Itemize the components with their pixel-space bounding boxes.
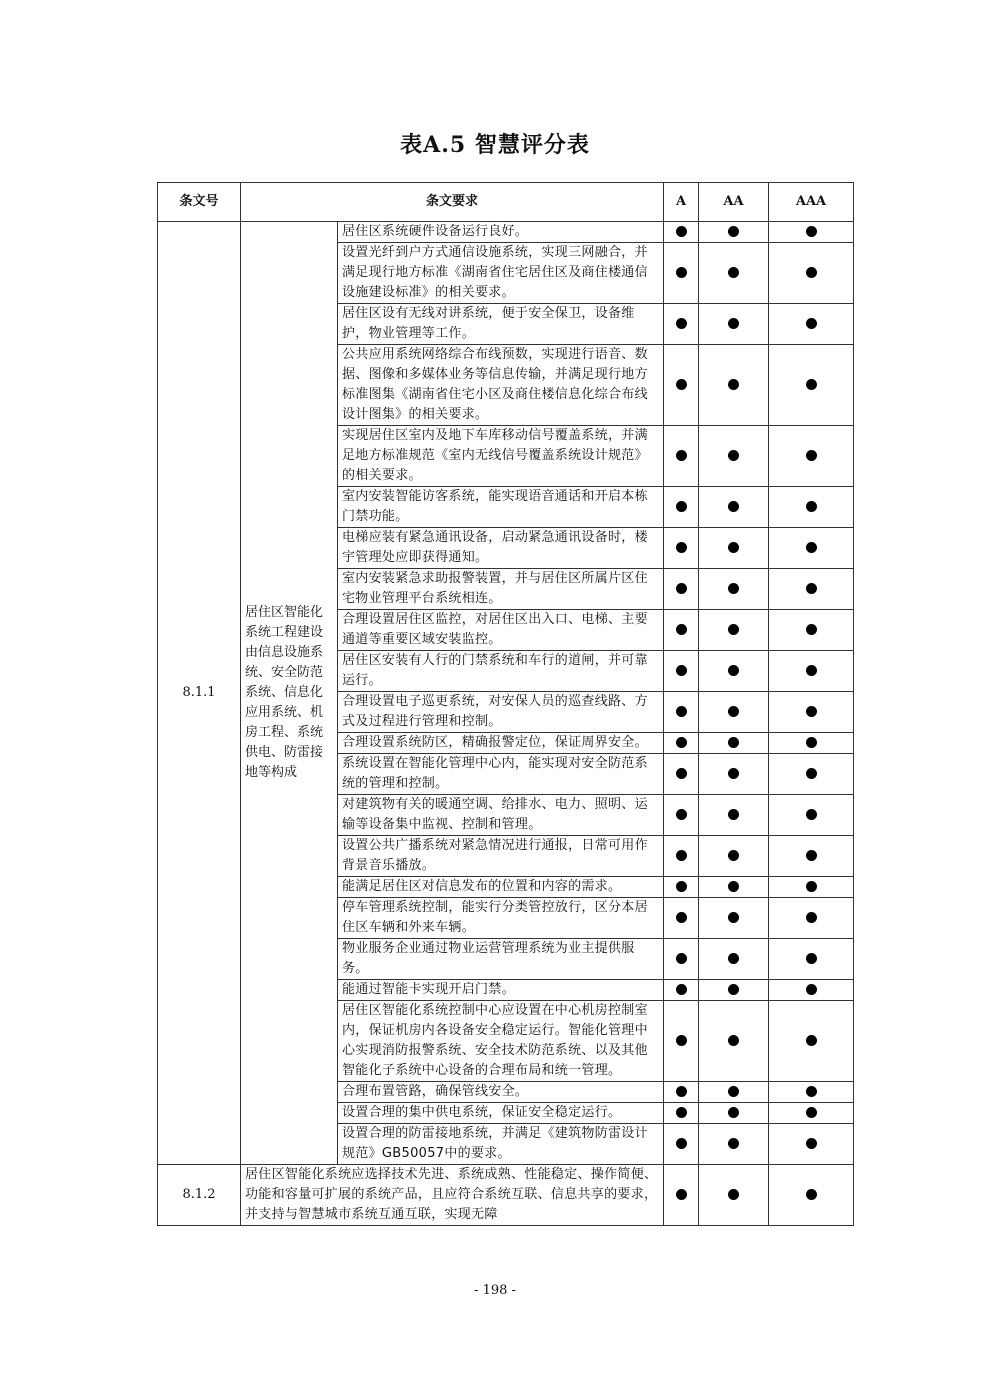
filled-dot-icon	[676, 542, 687, 553]
filled-dot-icon	[676, 881, 687, 892]
level-a-cell	[664, 304, 699, 345]
requirement-text: 能满足居住区对信息发布的位置和内容的需求。	[338, 877, 664, 898]
level-aaa-cell	[769, 345, 854, 426]
filled-dot-icon	[806, 267, 817, 278]
level-a-cell	[664, 528, 699, 569]
filled-dot-icon	[728, 379, 739, 390]
filled-dot-icon	[728, 737, 739, 748]
requirement-text: 居住区智能化系统应选择技术先进、系统成熟、性能稳定、操作简便、功能和容量可扩展的系统产品，且应符合系统互联、信息共享的要求，并支持与智慧城市系统互通互联，实现无障	[241, 1165, 664, 1226]
filled-dot-icon	[728, 226, 739, 237]
level-a-cell	[664, 1124, 699, 1165]
requirement-text: 合理设置电子巡更系统，对安保人员的巡查线路、方式及过程进行管理和控制。	[338, 692, 664, 733]
level-aa-cell	[699, 795, 769, 836]
level-a-cell	[664, 222, 699, 243]
requirement-text: 合理布置管路，确保管线安全。	[338, 1082, 664, 1103]
filled-dot-icon	[806, 953, 817, 964]
level-aaa-cell	[769, 1001, 854, 1082]
level-a-cell	[664, 1165, 699, 1226]
level-a-cell	[664, 898, 699, 939]
level-a-cell	[664, 795, 699, 836]
filled-dot-icon	[676, 624, 687, 635]
level-a-cell	[664, 836, 699, 877]
filled-dot-icon	[728, 953, 739, 964]
level-a-cell	[664, 980, 699, 1001]
filled-dot-icon	[806, 809, 817, 820]
level-aaa-cell	[769, 939, 854, 980]
filled-dot-icon	[806, 450, 817, 461]
filled-dot-icon	[728, 850, 739, 861]
level-aaa-cell	[769, 569, 854, 610]
level-aaa-cell	[769, 651, 854, 692]
filled-dot-icon	[806, 226, 817, 237]
filled-dot-icon	[806, 583, 817, 594]
filled-dot-icon	[728, 583, 739, 594]
header-row	[158, 183, 854, 222]
header-aaa: AAA	[769, 183, 854, 222]
level-aa-cell	[699, 754, 769, 795]
requirement-text: 物业服务企业通过物业运营管理系统为业主提供服务。	[338, 939, 664, 980]
filled-dot-icon	[676, 1138, 687, 1149]
filled-dot-icon	[676, 1189, 687, 1200]
level-aaa-cell	[769, 1124, 854, 1165]
level-a-cell	[664, 1082, 699, 1103]
level-aa-cell	[699, 1082, 769, 1103]
level-aaa-cell	[769, 980, 854, 1001]
level-aaa-cell	[769, 795, 854, 836]
requirement-text: 居住区设有无线对讲系统，便于安全保卫，设备维护，物业管理等工作。	[338, 304, 664, 345]
filled-dot-icon	[676, 318, 687, 329]
filled-dot-icon	[806, 912, 817, 923]
table-row	[158, 1165, 854, 1226]
filled-dot-icon	[676, 501, 687, 512]
filled-dot-icon	[728, 267, 739, 278]
filled-dot-icon	[728, 624, 739, 635]
requirement-text: 系统设置在智能化管理中心内，能实现对安全防范系统的管理和控制。	[338, 754, 664, 795]
requirement-text: 居住区安装有人行的门禁系统和车行的道闸，并可靠运行。	[338, 651, 664, 692]
requirement-text: 停车管理系统控制，能实行分类管控放行，区分本居住区车辆和外来车辆。	[338, 898, 664, 939]
level-aa-cell	[699, 733, 769, 754]
level-aaa-cell	[769, 1103, 854, 1124]
level-a-cell	[664, 345, 699, 426]
filled-dot-icon	[728, 768, 739, 779]
level-a-cell	[664, 487, 699, 528]
requirement-text: 能通过智能卡实现开启门禁。	[338, 980, 664, 1001]
filled-dot-icon	[806, 1138, 817, 1149]
requirement-text: 设置合理的防雷接地系统，并满足《建筑物防雷设计规范》GB50057中的要求。	[338, 1124, 664, 1165]
level-a-cell	[664, 569, 699, 610]
level-aaa-cell	[769, 733, 854, 754]
filled-dot-icon	[806, 624, 817, 635]
level-aaa-cell	[769, 610, 854, 651]
filled-dot-icon	[806, 737, 817, 748]
level-aa-cell	[699, 836, 769, 877]
level-a-cell	[664, 651, 699, 692]
clause-number: 8.1.2	[158, 1165, 241, 1226]
filled-dot-icon	[728, 881, 739, 892]
requirement-text: 合理设置居住区监控，对居住区出入口、电梯、主要通道等重要区域安装监控。	[338, 610, 664, 651]
filled-dot-icon	[806, 1189, 817, 1200]
score-table	[157, 182, 854, 1226]
level-aa-cell	[699, 610, 769, 651]
table-row	[158, 222, 854, 243]
filled-dot-icon	[676, 267, 687, 278]
filled-dot-icon	[676, 850, 687, 861]
level-a-cell	[664, 426, 699, 487]
filled-dot-icon	[728, 1035, 739, 1046]
level-aa-cell	[699, 426, 769, 487]
level-aa-cell	[699, 939, 769, 980]
level-a-cell	[664, 733, 699, 754]
level-aa-cell	[699, 222, 769, 243]
level-a-cell	[664, 877, 699, 898]
level-aaa-cell	[769, 877, 854, 898]
filled-dot-icon	[806, 768, 817, 779]
clause-description: 居住区智能化系统工程建设由信息设施系统、安全防范系统、信息化应用系统、机房工程、系统供电、防雷接地等构成	[241, 222, 338, 1165]
filled-dot-icon	[728, 542, 739, 553]
filled-dot-icon	[728, 912, 739, 923]
filled-dot-icon	[728, 706, 739, 717]
requirement-text: 对建筑物有关的暖通空调、给排水、电力、照明、运输等设备集中监视、控制和管理。	[338, 795, 664, 836]
level-aa-cell	[699, 877, 769, 898]
level-aa-cell	[699, 345, 769, 426]
page-title: 表A.5 智慧评分表	[400, 132, 590, 158]
header-clause: 条文号	[158, 183, 241, 222]
filled-dot-icon	[806, 665, 817, 676]
level-aaa-cell	[769, 304, 854, 345]
filled-dot-icon	[676, 809, 687, 820]
requirement-text: 实现居住区室内及地下车库移动信号覆盖系统，并满足地方标准规范《室内无线信号覆盖系统设计规范》的相关要求。	[338, 426, 664, 487]
clause-number: 8.1.1	[158, 222, 241, 1165]
filled-dot-icon	[728, 1086, 739, 1097]
level-aa-cell	[699, 898, 769, 939]
requirement-text: 设置公共广播系统对紧急情况进行通报，日常可用作背景音乐播放。	[338, 836, 664, 877]
filled-dot-icon	[806, 984, 817, 995]
filled-dot-icon	[728, 450, 739, 461]
requirement-text: 室内安装紧急求助报警装置，并与居住区所属片区住宅物业管理平台系统相连。	[338, 569, 664, 610]
filled-dot-icon	[728, 501, 739, 512]
level-a-cell	[664, 939, 699, 980]
filled-dot-icon	[676, 706, 687, 717]
filled-dot-icon	[806, 501, 817, 512]
filled-dot-icon	[676, 583, 687, 594]
level-aa-cell	[699, 487, 769, 528]
filled-dot-icon	[676, 912, 687, 923]
requirement-text: 居住区智能化系统控制中心应设置在中心机房控制室内，保证机房内各设备安全稳定运行。智能化管理中心实现消防报警系统、安全技术防范系统、以及其他智能化子系统中心设备的合理布局和统一管理。	[338, 1001, 664, 1082]
level-aaa-cell	[769, 754, 854, 795]
level-a-cell	[664, 1103, 699, 1124]
level-a-cell	[664, 243, 699, 304]
filled-dot-icon	[806, 706, 817, 717]
filled-dot-icon	[676, 737, 687, 748]
level-aa-cell	[699, 1103, 769, 1124]
level-aa-cell	[699, 304, 769, 345]
filled-dot-icon	[676, 379, 687, 390]
filled-dot-icon	[806, 542, 817, 553]
level-aaa-cell	[769, 836, 854, 877]
level-aa-cell	[699, 692, 769, 733]
filled-dot-icon	[806, 881, 817, 892]
level-a-cell	[664, 1001, 699, 1082]
level-aaa-cell	[769, 487, 854, 528]
filled-dot-icon	[806, 1107, 817, 1118]
level-a-cell	[664, 610, 699, 651]
page-number: - 198 -	[474, 1283, 516, 1298]
level-aa-cell	[699, 1124, 769, 1165]
level-aaa-cell	[769, 243, 854, 304]
requirement-text: 室内安装智能访客系统，能实现语音通话和开启本栋门禁功能。	[338, 487, 664, 528]
filled-dot-icon	[676, 665, 687, 676]
level-aa-cell	[699, 243, 769, 304]
level-aaa-cell	[769, 1082, 854, 1103]
level-a-cell	[664, 754, 699, 795]
filled-dot-icon	[728, 1107, 739, 1118]
filled-dot-icon	[728, 318, 739, 329]
requirement-text: 合理设置系统防区，精确报警定位，保证周界安全。	[338, 733, 664, 754]
requirement-text: 居住区系统硬件设备运行良好。	[338, 222, 664, 243]
filled-dot-icon	[676, 1035, 687, 1046]
filled-dot-icon	[728, 984, 739, 995]
level-aaa-cell	[769, 898, 854, 939]
filled-dot-icon	[676, 1107, 687, 1118]
level-aa-cell	[699, 528, 769, 569]
filled-dot-icon	[806, 850, 817, 861]
header-a: A	[664, 183, 699, 222]
level-aa-cell	[699, 569, 769, 610]
level-aaa-cell	[769, 692, 854, 733]
filled-dot-icon	[806, 379, 817, 390]
level-aa-cell	[699, 1165, 769, 1226]
level-aa-cell	[699, 980, 769, 1001]
level-aaa-cell	[769, 426, 854, 487]
level-a-cell	[664, 692, 699, 733]
filled-dot-icon	[676, 768, 687, 779]
filled-dot-icon	[806, 1086, 817, 1097]
level-aaa-cell	[769, 222, 854, 243]
header-requirement: 条文要求	[241, 183, 664, 222]
filled-dot-icon	[676, 1086, 687, 1097]
filled-dot-icon	[806, 1035, 817, 1046]
level-aa-cell	[699, 1001, 769, 1082]
level-aaa-cell	[769, 1165, 854, 1226]
requirement-text: 公共应用系统网络综合布线预数，实现进行语音、数据、图像和多媒体业务等信息传输，并满足现行地方标准图集《湖南省住宅小区及商住楼信息化综合布线设计图集》的相关要求。	[338, 345, 664, 426]
filled-dot-icon	[676, 984, 687, 995]
filled-dot-icon	[806, 318, 817, 329]
filled-dot-icon	[728, 809, 739, 820]
level-aa-cell	[699, 651, 769, 692]
filled-dot-icon	[676, 450, 687, 461]
header-aa: AA	[699, 183, 769, 222]
requirement-text: 设置光纤到户方式通信设施系统，实现三网融合，并满足现行地方标准《湖南省住宅居住区及商住楼通信设施建设标准》的相关要求。	[338, 243, 664, 304]
requirement-text: 设置合理的集中供电系统，保证安全稳定运行。	[338, 1103, 664, 1124]
filled-dot-icon	[676, 953, 687, 964]
level-aaa-cell	[769, 528, 854, 569]
requirement-text: 电梯应装有紧急通讯设备，启动紧急通讯设备时，楼宇管理处应即获得通知。	[338, 528, 664, 569]
filled-dot-icon	[728, 1189, 739, 1200]
filled-dot-icon	[728, 1138, 739, 1149]
filled-dot-icon	[728, 665, 739, 676]
filled-dot-icon	[676, 226, 687, 237]
